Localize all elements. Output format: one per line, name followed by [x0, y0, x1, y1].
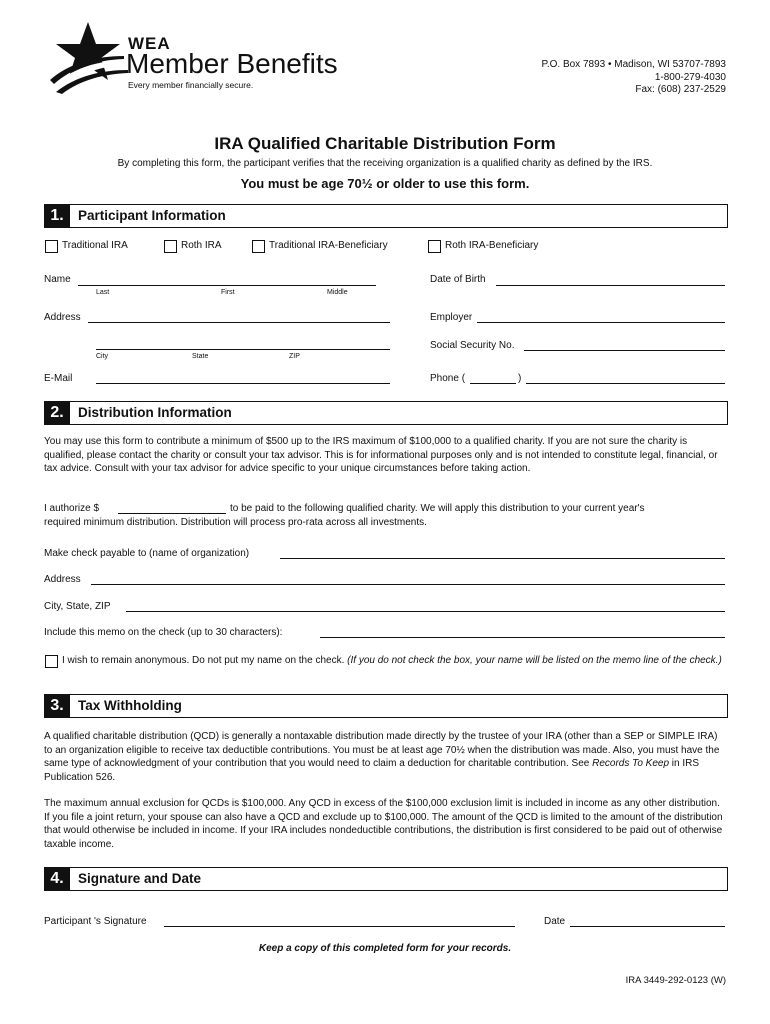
subtitle: By completing this form, the participant verifies that the receiving organization is a qualified charity as defined by the IRS.	[117, 158, 653, 169]
phone-area-code-field[interactable]	[470, 383, 516, 384]
section-number: 1.	[44, 204, 70, 228]
charity-address-label: Address	[44, 574, 81, 585]
anonymous-note: (If you do not check the box, your name will be listed on the memo line of the check.)	[347, 655, 722, 666]
keep-copy-note: Keep a copy of this completed form for your records.	[258, 943, 512, 954]
traditional-ira-label: Traditional IRA	[62, 240, 128, 251]
page-title: IRA Qualified Charitable Distribution Form	[214, 134, 556, 153]
payable-field[interactable]	[280, 558, 725, 559]
charity-city-state-zip-field[interactable]	[126, 611, 725, 612]
age-note: You must be age 70½ or older to use this form.	[240, 176, 530, 191]
form-code: IRA 3449-292-0123 (W)	[625, 975, 726, 986]
signature-label: Participant 's Signature	[44, 916, 147, 927]
section-title: Signature and Date	[78, 871, 202, 886]
section-title: Tax Withholding	[78, 698, 182, 713]
org-phone: 1-800-279-4030	[654, 72, 726, 83]
anonymous-checkbox[interactable]	[45, 655, 58, 668]
date-label: Date	[544, 916, 566, 927]
section-title: Distribution Information	[78, 405, 232, 420]
section-distribution-information	[44, 401, 728, 425]
phone-close-paren: )	[518, 373, 522, 384]
email-field[interactable]	[96, 383, 390, 384]
section-title: Participant Information	[78, 208, 226, 223]
city-state-zip-field[interactable]	[96, 349, 390, 350]
qcd-paragraph	[44, 730, 728, 784]
traditional-ira-beneficiary-checkbox[interactable]	[252, 240, 265, 253]
state-sublabel: State	[192, 353, 209, 360]
email-label: E-Mail	[44, 373, 73, 384]
roth-ira-checkbox[interactable]	[164, 240, 177, 253]
exclusion-paragraph: The maximum annual exclusion for QCDs is $100,000. Any QCD in excess of the $100,000 exclusion limit is included in income as any other distribution. If you file a joint return, your spouse can also have a QCD and exclude up to $100,000. The amount of the QCD is limited to the amount of the distribution that would otherwise be included in income. If your IRA includes nondeductible contributions, the distribution is first considered to be paid out of otherwise taxable income.	[44, 798, 723, 850]
logo-top-text: WEA	[128, 34, 171, 53]
logo-tagline: Every member financially secure.	[128, 80, 254, 90]
date-field[interactable]	[570, 926, 725, 927]
section-number: 4.	[44, 867, 70, 891]
records-to-keep: Records To Keep	[592, 758, 670, 769]
dob-label: Date of Birth	[430, 274, 486, 285]
section-participant-information	[44, 204, 728, 228]
name-label: Name	[44, 274, 71, 285]
payable-label: Make check payable to (name of organization)	[44, 548, 250, 559]
charity-city-state-zip-label: City, State, ZIP	[44, 601, 111, 612]
anonymous-text	[62, 654, 728, 668]
ssn-field[interactable]	[524, 350, 725, 351]
roth-ira-label: Roth IRA	[181, 240, 222, 251]
first-sublabel: First	[221, 289, 235, 296]
memo-field[interactable]	[320, 637, 725, 638]
address-field[interactable]	[88, 322, 390, 323]
city-sublabel: City	[96, 353, 109, 360]
signature-field[interactable]	[164, 926, 515, 927]
roth-ira-beneficiary-label: Roth IRA-Beneficiary	[445, 240, 539, 251]
traditional-ira-beneficiary-label: Traditional IRA-Beneficiary	[269, 240, 388, 251]
authorize-prefix: I authorize $	[44, 503, 100, 514]
address-label: Address	[44, 312, 81, 323]
middle-sublabel: Middle	[327, 289, 348, 296]
star-logo-icon	[50, 20, 130, 95]
qcd-paragraph-end: in IRS Publication 526.	[44, 758, 700, 783]
dob-field[interactable]	[496, 285, 725, 286]
ssn-label: Social Security No.	[430, 340, 515, 351]
phone-label: Phone (	[430, 373, 466, 384]
authorize-amount-field[interactable]	[118, 513, 226, 514]
section-tax-withholding	[44, 694, 728, 718]
section-number: 2.	[44, 401, 70, 425]
employer-label: Employer	[430, 312, 473, 323]
phone-number-field[interactable]	[526, 383, 725, 384]
roth-ira-beneficiary-checkbox[interactable]	[428, 240, 441, 253]
qcd-paragraph-text: A qualified charitable distribution (QCD) is generally a nontaxable distribution made directly by the trustee of your IRA (other than a SEP or SIMPLE IRA) to an organization eligible to receive tax deductible contributions. You must be at least age 70½ when the distribution was made. Also, you must have the same type of acknowledgment of your contribution that you would need to claim a deduction for charitable contribution. See	[44, 731, 720, 769]
anonymous-label: I wish to remain anonymous. Do not put my name on the check.	[62, 655, 345, 666]
zip-sublabel: ZIP	[289, 353, 300, 360]
last-sublabel: Last	[96, 289, 110, 296]
authorize-suffix: to be paid to the following qualified charity. We will apply this distribution to your current year's	[230, 503, 645, 514]
name-field[interactable]	[78, 285, 376, 286]
distribution-intro-paragraph: You may use this form to contribute a minimum of $500 up to the IRS maximum of $100,000 to a qualified charity. If you are not sure the charity is qualified, please contact the charity or consult your tax advisor. This is for informational purposes only and is not intended to constitute legal, financial, or tax advice. Consult with your tax advisor for advice specific to your unique circumstances before taking action.	[44, 436, 718, 474]
org-fax: Fax: (608) 237-2529	[635, 84, 726, 95]
logo-main-text: Member Benefits	[126, 48, 338, 79]
memo-label: Include this memo on the check (up to 30 characters):	[44, 627, 283, 638]
section-number: 3.	[44, 694, 70, 718]
org-address: P.O. Box 7893 • Madison, WI 53707-7893	[541, 59, 726, 70]
logo	[50, 20, 380, 95]
charity-address-field[interactable]	[91, 584, 725, 585]
section-signature-and-date	[44, 867, 728, 891]
authorize-line-2: required minimum distribution. Distribution will process pro-rata across all investments.	[44, 517, 427, 528]
traditional-ira-checkbox[interactable]	[45, 240, 58, 253]
employer-field[interactable]	[477, 322, 725, 323]
